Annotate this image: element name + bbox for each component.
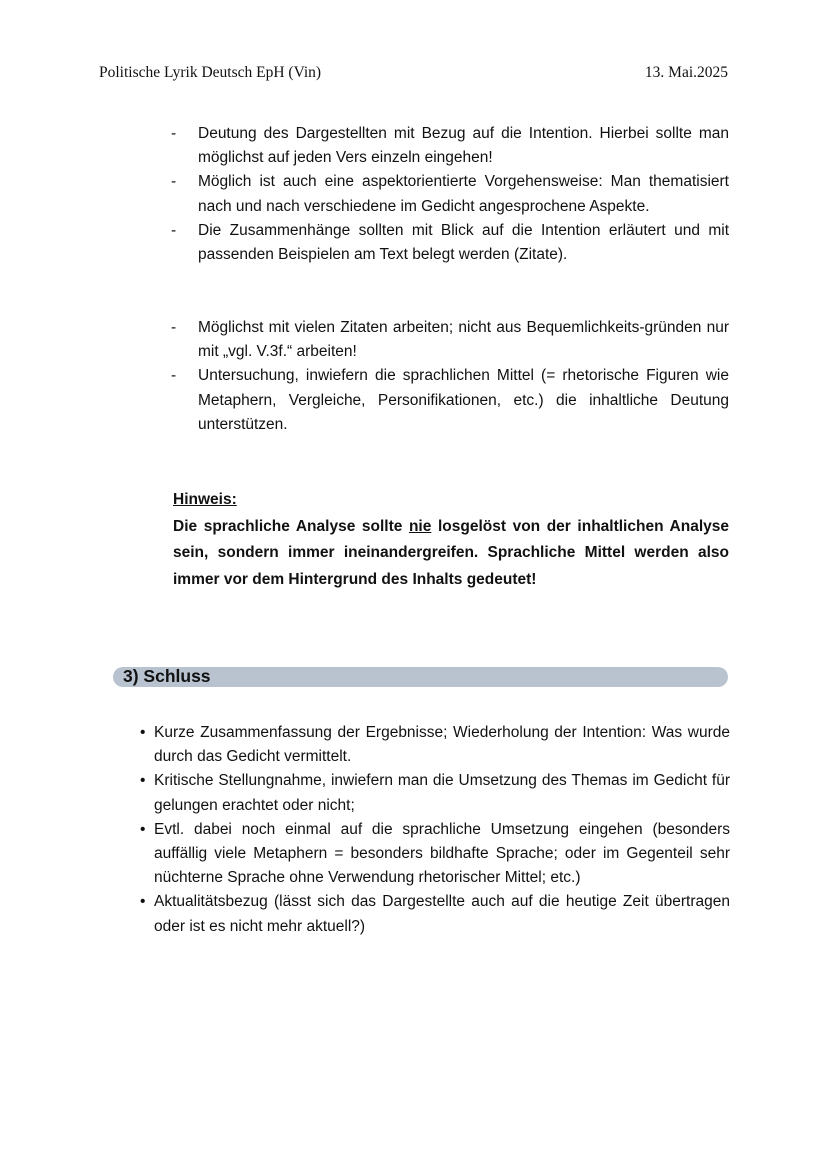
- list-item: - Die Zusammenhänge sollten mit Blick auf die Intention erläutert und mit passenden Beispielen am Text belegt werden (Zitate).: [171, 219, 729, 267]
- section-title: 3) Schluss: [123, 666, 211, 686]
- document-title: Politische Lyrik Deutsch EpH (Vin): [99, 64, 322, 81]
- hint-text: [173, 514, 729, 594]
- list-item: • Kritische Stellungnahme, inwiefern man die Umsetzung des Themas im Gedicht für gelungen erachtet oder nicht;: [140, 769, 730, 817]
- page-header: [99, 64, 728, 82]
- list-item: - Untersuchung, inwiefern die sprachlichen Mittel (= rhetorische Figuren wie Metaphern, Vergleiche, Personifikationen, etc.) die inhaltliche Deutung unterstützen.: [171, 364, 729, 437]
- section-heading-bar: [113, 667, 728, 687]
- list-item: • Evtl. dabei noch einmal auf die sprachliche Umsetzung eingehen (besonders auffällig viele Metaphern = besonders bildhafte Sprache; oder im Gegenteil sehr nüchterne Sprache ohne Verwendung rhetorischer Mittel; etc.): [140, 818, 730, 891]
- conclusion-bullet-list: [140, 721, 730, 939]
- list-item: - Deutung des Dargestellten mit Bezug auf die Intention. Hierbei sollte man möglichst auf jeden Vers einzeln eingehen!: [171, 122, 729, 170]
- list-item: • Aktualitätsbezug (lässt sich das Dargestellte auch auf die heutige Zeit übertragen oder ist es nicht mehr aktuell?): [140, 890, 730, 938]
- analysis-steps-list: [171, 122, 729, 267]
- list-item: - Möglichst mit vielen Zitaten arbeiten; nicht aus Bequemlichkeits-gründen nur mit „vgl. V.3f.“ arbeiten!: [171, 316, 729, 364]
- hint-text-end: losgelöst von der inhaltlichen Analyse sein, sondern immer ineinandergreifen. Sprachliche Mittel werden also immer vor dem Hintergrund des Inhalts gedeutet!: [173, 517, 729, 588]
- list-item: - Möglich ist auch eine aspektorientierte Vorgehensweise: Man thematisiert nach und nach verschiedene im Gedicht angesprochene Aspekte.: [171, 170, 729, 218]
- hint-box: [173, 487, 729, 593]
- list-item: • Kurze Zusammenfassung der Ergebnisse; Wiederholung der Intention: Was wurde durch das Gedicht vermittelt.: [140, 721, 730, 769]
- quotation-tips-list: [171, 316, 729, 437]
- hint-emphasis: nie: [408, 517, 432, 535]
- hint-text-start: Die sprachliche Analyse sollte: [173, 517, 409, 535]
- hint-title: Hinweis:: [173, 491, 237, 508]
- document-date: 13. Mai.2025: [644, 64, 728, 81]
